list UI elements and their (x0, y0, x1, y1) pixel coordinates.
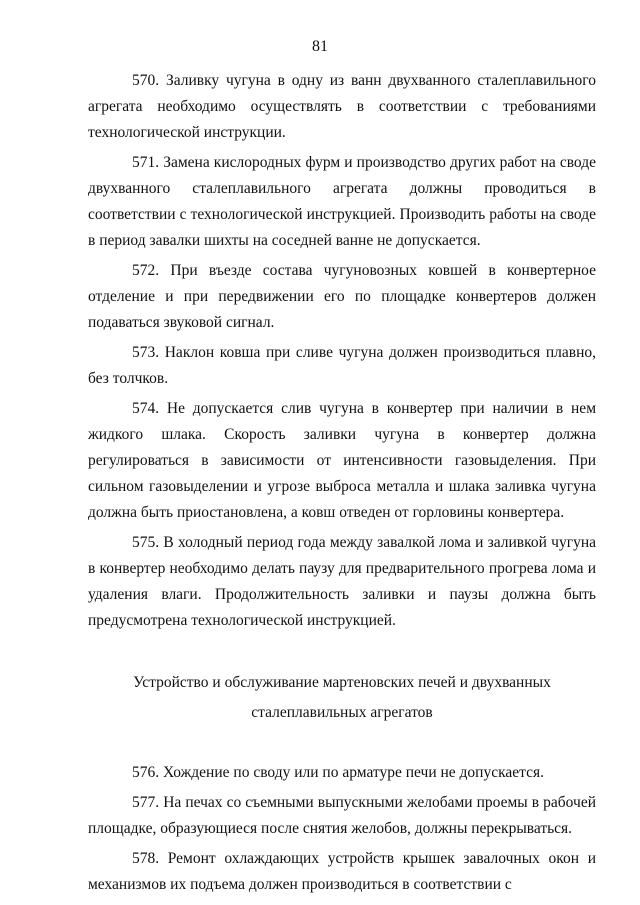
paragraph-575: 575. В холодный период года между завалкой лома и заливкой чугуна в конвертер необходимо делать паузу для предварительного прогрева лома и удаления влаги. Продолжительность заливки и паузы должна быть предусмотрена технологической инструкцией. (88, 534, 596, 629)
section-heading-line-2: сталеплавильных агрегатов (251, 704, 433, 721)
section-heading-line-1: Устройство и обслуживание мартеновских печей и двухванных (133, 674, 551, 691)
paragraph-576: 576. Хождение по своду или по арматуре печи не допускается. (132, 764, 545, 781)
paragraph-578: 578. Ремонт охлаждающих устройств крышек завалочных окон и механизмов их подъема должен производиться в соответствии с (88, 850, 596, 893)
page-number: 81 (312, 38, 328, 55)
paragraph-573: 573. Наклон ковша при сливе чугуна должен производиться плавно, без толчков. (88, 344, 596, 387)
paragraph-577: 577. На печах со съемными выпускными желобами проемы в рабочей площадке, образующиеся после снятия желобов, должны перекрываться. (88, 794, 596, 837)
section-heading (88, 668, 596, 728)
document-body (88, 68, 596, 902)
paragraph-571: 571. Замена кислородных фурм и производство других работ на своде двухванного сталеплавильного агрегата должны проводиться в соответствии с технологической инструкцией. Производить работы на своде в период завалки шихты на соседней ванне не допускается. (88, 154, 596, 249)
paragraph-572: 572. При въезде состава чугуновозных ковшей в конвертерное отделение и при передвижении его по площадке конвертеров должен подаваться звуковой сигнал. (88, 262, 596, 331)
paragraph-570: 570. Заливку чугуна в одну из ванн двухванного сталеплавильного агрегата необходимо осуществлять в соответствии с требованиями технологической инструкции. (88, 72, 596, 141)
paragraph-574: 574. Не допускается слив чугуна в конвертер при наличии в нем жидкого шлака. Скорость заливки чугуна в конвертер должна регулироваться в зависимости от интенсивности газовыделения. При сильном газовыделении и угрозе выброса металла и шлака заливка чугуна должна быть приостановлена, а ковш отведен от горловины конвертера. (88, 400, 596, 521)
